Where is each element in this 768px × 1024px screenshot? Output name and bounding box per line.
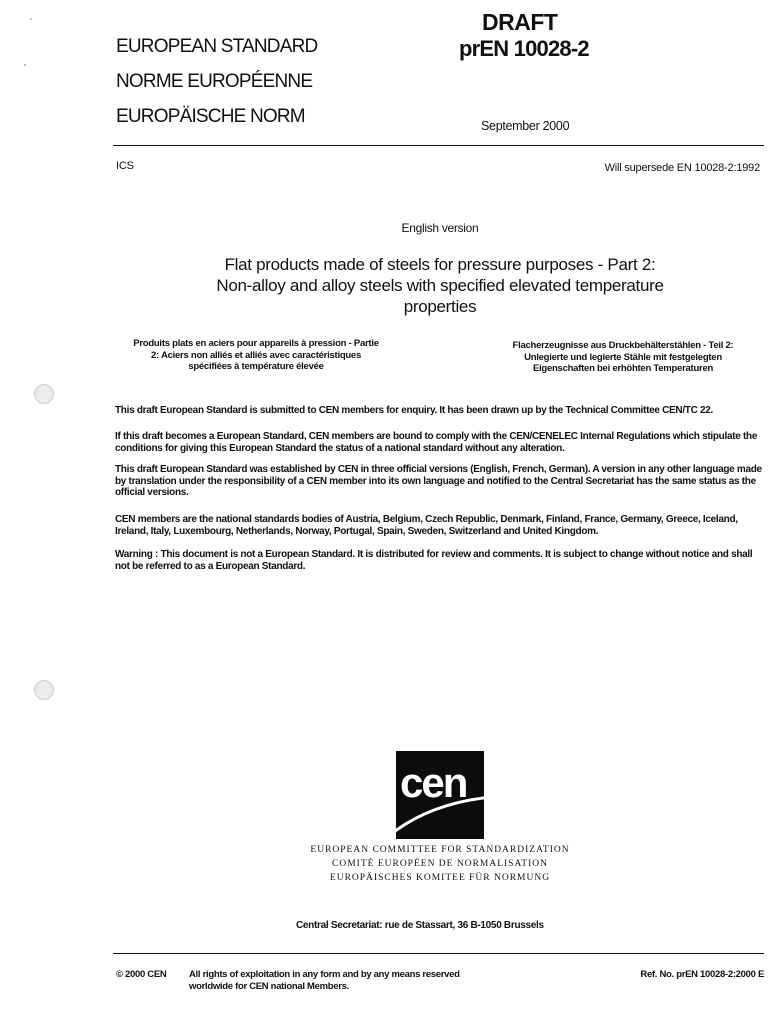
french-title-line: 2: Aciers non alliés et alliés avec caractéristiques bbox=[150, 349, 362, 361]
german-title bbox=[478, 340, 768, 375]
cen-logo-text: cen bbox=[400, 759, 467, 806]
scan-speck bbox=[30, 18, 32, 20]
standard-title-de: EUROPÄISCHE NORM bbox=[116, 106, 305, 127]
publication-date: September 2000 bbox=[481, 119, 570, 133]
paragraph-warning bbox=[115, 549, 765, 572]
paragraph-members: CEN members are the national standards bodies of Austria, Belgium, Czech Republic, Denmark, Finland, France, Germany, Greece, Iceland, Ireland, Italy, Luxembourg, Netherlands, Norway, Portugal, Spain, Sweden, Switzerland and United Kingdom. bbox=[115, 514, 738, 537]
punch-hole bbox=[34, 384, 54, 404]
reference-number: Ref. No. prEN 10028-2:2000 E bbox=[640, 969, 764, 980]
draft-label: DRAFT bbox=[482, 9, 558, 35]
ics-label: ICS bbox=[116, 160, 134, 172]
footer-rule bbox=[113, 953, 764, 954]
committee-name-de: EUROPÄISCHES KOMITEE FÜR NORMUNG bbox=[329, 873, 551, 883]
committee-name-fr: COMITÉ EUROPÉEN DE NORMALISATION bbox=[332, 859, 548, 869]
document-title-line: Non-alloy and alloy steels with specified elevated temperature bbox=[216, 276, 664, 295]
rights-line: worldwide for CEN national Members. bbox=[189, 980, 349, 992]
document-title-line: Flat products made of steels for pressure purposes - Part 2: bbox=[224, 255, 656, 274]
committee-name-en: EUROPEAN COMMITTEE FOR STANDARDIZATION bbox=[310, 845, 570, 855]
paragraph-enquiry: This draft European Standard is submitted to CEN members for enquiry. It has been drawn up by the Technical Committee CEN/TC 22. bbox=[115, 405, 714, 416]
standard-title-fr: NORME EUROPÉENNE bbox=[116, 71, 313, 92]
punch-hole bbox=[34, 680, 54, 700]
cen-logo bbox=[396, 751, 484, 839]
language-version: English version bbox=[401, 221, 479, 235]
document-number: prEN 10028-2 bbox=[459, 36, 589, 61]
header-rule bbox=[113, 145, 764, 146]
rights-line: All rights of exploitation in any form and by any means reserved bbox=[189, 969, 460, 980]
committee-names bbox=[0, 843, 768, 885]
document-title-line: properties bbox=[403, 297, 477, 316]
german-title-line: Eigenschaften bei erhöhten Temperaturen bbox=[532, 363, 714, 374]
french-title bbox=[106, 338, 406, 373]
warning-text: This document is not a European Standard. It is distributed for review and comments. It is subject to change without notice and shall not be referred to as a European Standard. bbox=[115, 549, 753, 572]
german-title-line: Flacherzeugnisse aus Druckbehälterstählen - Teil 2: bbox=[512, 340, 734, 351]
copyright: © 2000 CEN bbox=[116, 969, 167, 980]
scan-speck bbox=[24, 64, 26, 66]
cen-logo-swoosh-icon bbox=[396, 751, 484, 839]
document-title bbox=[150, 254, 730, 317]
supersede-note: Will supersede EN 10028-2:1992 bbox=[604, 162, 760, 174]
paragraph-regulations: If this draft becomes a European Standard, CEN members are bound to comply with the CEN/CENELEC Internal Regulations which stipulate the conditions for giving this European Standard the status of a national standard without any alteration. bbox=[115, 431, 758, 454]
french-title-line: spécifiées à température élevée bbox=[188, 361, 324, 372]
paragraph-versions: This draft European Standard was established by CEN in three official versions (English, French, German). A version in any other language made by translation under the responsibility of a CEN member into its own language and notified to the Central Secretariat has the same status as the official versions. bbox=[115, 464, 762, 498]
central-secretariat: Central Secretariat: rue de Stassart, 36 B-1050 Brussels bbox=[296, 920, 544, 931]
warning-label: Warning : bbox=[115, 549, 159, 560]
french-title-line: Produits plats en aciers pour appareils à pression - Partie bbox=[133, 338, 379, 349]
german-title-line: Unlegierte und legierte Stähle mit festgelegten bbox=[524, 351, 722, 363]
standard-title-en: EUROPEAN STANDARD bbox=[116, 36, 318, 57]
rights-notice bbox=[189, 969, 549, 992]
